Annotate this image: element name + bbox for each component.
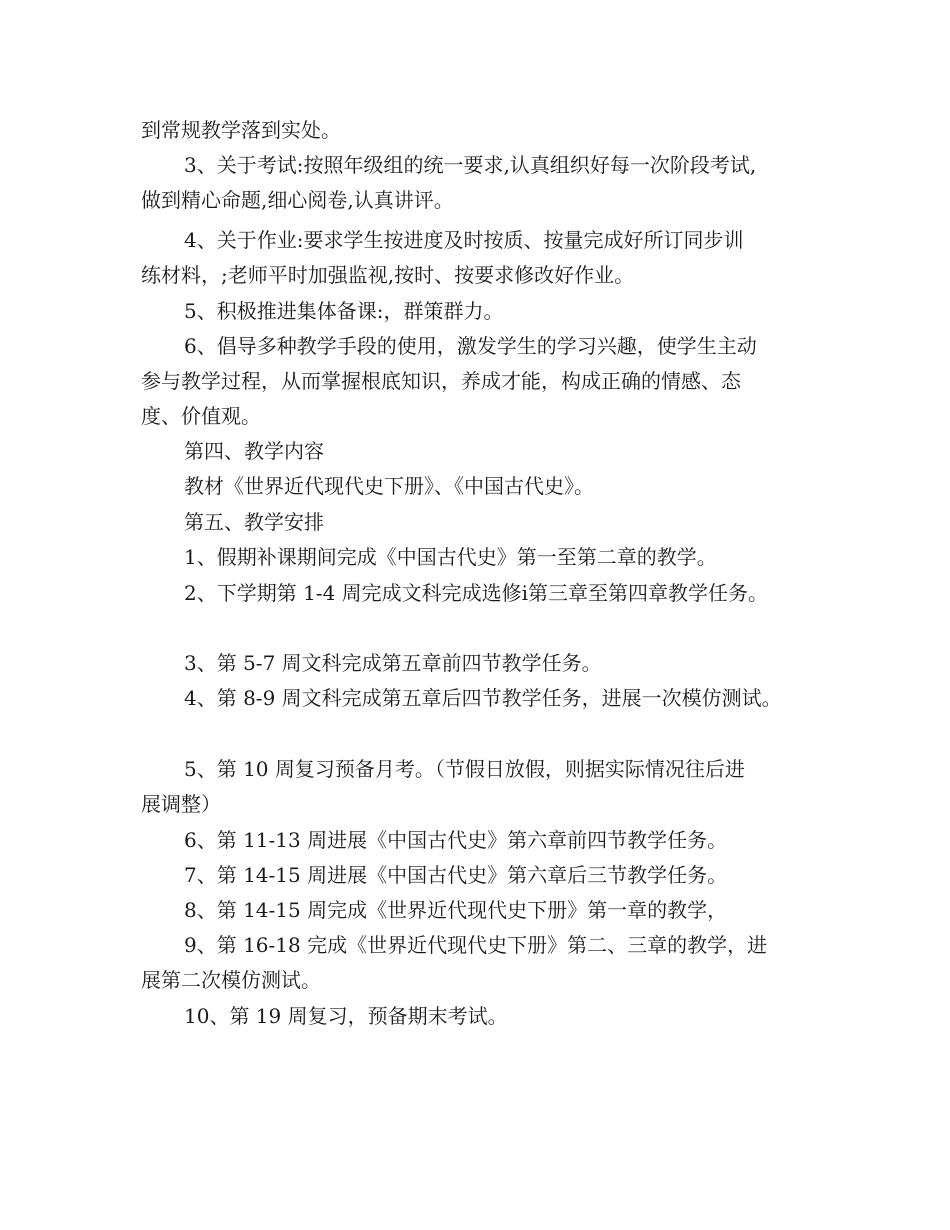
text-line: 4、第 8-9 周文科完成第五章后四节教学任务，进展一次模仿测试。 bbox=[184, 686, 782, 710]
text-line: 到常规教学落到实处。 bbox=[141, 118, 341, 142]
text-line: 10、第 19 周复习，预备期末考试。 bbox=[184, 1004, 508, 1028]
text-line: 1、假期补课期间完成《中国古代史》第一至第二章的教学。 bbox=[184, 545, 717, 569]
text-line: 9、第 16-18 完成《世界近代现代史下册》第二、三章的教学，进 bbox=[184, 933, 768, 957]
text-line: 4、关于作业:要求学生按进度及时按质、按量完成好所订同步训 bbox=[184, 228, 744, 252]
text-line: 6、第 11-13 周进展《中国古代史》第六章前四节教学任务。 bbox=[184, 828, 728, 852]
text-line: 7、第 14-15 周进展《中国古代史》第六章后三节教学任务。 bbox=[184, 863, 728, 887]
text-line: 5、第 10 周复习预备月考。（节假日放假，则据实际情况往后进 bbox=[184, 757, 745, 781]
text-line: 参与教学过程，从而掌握根底知识，养成才能，构成正确的情感、态 bbox=[141, 369, 741, 393]
text-line: 展调整） bbox=[141, 792, 221, 816]
text-line: 做到精心命题,细心阅卷,认真讲评。 bbox=[141, 188, 454, 212]
text-line: 5、积极推进集体备课:，群策群力。 bbox=[184, 299, 504, 323]
text-line: 展第二次模仿测试。 bbox=[141, 968, 321, 992]
text-line: 6、倡导多种教学手段的使用，激发学生的学习兴趣，使学生主动 bbox=[184, 334, 757, 358]
text-line: 教材《世界近代现代史下册》、《中国古代史》。 bbox=[184, 474, 594, 498]
text-line: 练材料，;老师平时加强监视,按时、按要求修改好作业。 bbox=[141, 263, 635, 287]
section-heading: 第四、教学内容 bbox=[184, 439, 324, 463]
section-heading: 第五、教学安排 bbox=[184, 510, 324, 534]
text-line: 3、第 5-7 周文科完成第五章前四节教学任务。 bbox=[184, 651, 602, 675]
text-line: 2、下学期第 1-4 周完成文科完成选修ⅰ第三章至第四章教学任务。 bbox=[184, 581, 769, 605]
text-line: 8、第 14-15 周完成《世界近代现代史下册》第一章的教学， bbox=[184, 898, 728, 922]
text-line: 3、关于考试:按照年级组的统一要求,认真组织好每一次阶段考试, bbox=[184, 153, 757, 177]
text-line: 度、价值观。 bbox=[141, 404, 261, 428]
